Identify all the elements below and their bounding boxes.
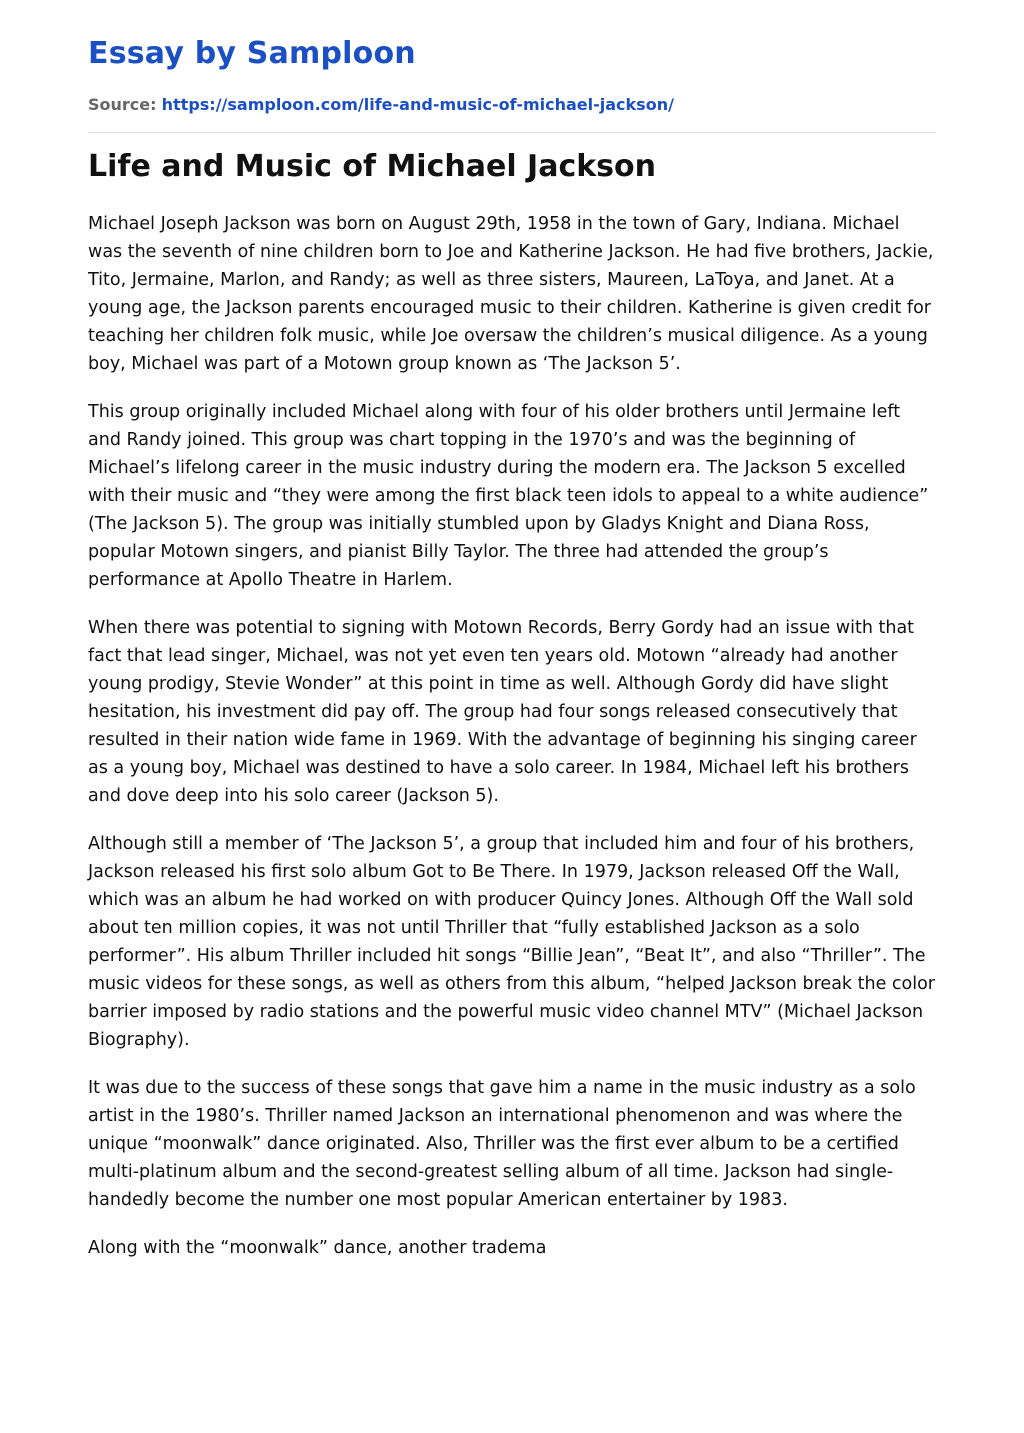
source-line: [88, 95, 936, 114]
site-brand-title: Essay by Samploon: [88, 36, 416, 71]
essay-paragraph: When there was potential to signing with Motown Records, Berry Gordy had an issue with that fact that lead singer, Michael, was not yet even ten years old. Motown “already had another young prodigy, Stevie Wonder” at this point in time as well. Although Gordy did have slight hesitation, his investment did pay off. The group had four songs released consecutively that resulted in their nation wide fame in 1969. With the advantage of beginning his singing career as a young boy, Michael was destined to have a solo career. In 1984, Michael left his brothers and dove deep into his solo career (Jackson 5).: [88, 618, 917, 806]
essay-title: Life and Music of Michael Jackson: [88, 149, 657, 184]
essay-paragraph: This group originally included Michael along with four of his older brothers until Jermaine left and Randy joined. This group was chart topping in the 1970’s and was the beginning of Michael’s lifelong career in the music industry during the modern era. The Jackson 5 excelled with their music and “they were among the first black teen idols to appeal to a white audience” (The Jackson 5). The group was initially stumbled upon by Gladys Knight and Diana Ross, popular Motown singers, and pianist Billy Taylor. The three had attended the group’s performance at Apollo Theatre in Harlem.: [88, 402, 929, 590]
essay-paragraph: Michael Joseph Jackson was born on August 29th, 1958 in the town of Gary, Indiana. Michael was the seventh of nine children born to Joe and Katherine Jackson. He had five brothers, Jackie, Tito, Jermaine, Marlon, and Randy; as well as three sisters, Maureen, LaToya, and Janet. At a young age, the Jackson parents encouraged music to their children. Katherine is given credit for teaching her children folk music, while Joe oversaw the children’s musical diligence. As a young boy, Michael was part of a Motown group known as ‘The Jackson 5’.: [88, 214, 934, 374]
essay-paragraph: It was due to the success of these songs that gave him a name in the music industry as a solo artist in the 1980’s. Thriller named Jackson an international phenomenon and was where the unique “moonwalk” dance originated. Also, Thriller was the first ever album to be a certified multi-platinum album and the second-greatest selling album of all time. Jackson had single-handedly become the number one most popular American entertainer by 1983.: [88, 1078, 916, 1210]
source-link[interactable]: https://samploon.com/life-and-music-of-michael-jackson/: [161, 95, 674, 114]
essay-paragraph: Although still a member of ‘The Jackson 5’, a group that included him and four of his brothers, Jackson released his first solo album Got to Be There. In 1979, Jackson released Off the Wall, which was an album he had worked on with producer Quincy Jones. Although Off the Wall sold about ten million copies, it was not until Thriller that “fully established Jackson as a solo performer”. His album Thriller included hit songs “Billie Jean”, “Beat It”, and also “Thriller”. The music videos for these songs, as well as others from this album, “helped Jackson break the color barrier imposed by radio stations and the powerful music video channel MTV” (Michael Jackson Biography).: [88, 834, 935, 1050]
essay-body: [88, 210, 936, 1262]
essay-paragraph-truncated: Along with the “moonwalk” dance, another tradema: [88, 1238, 547, 1258]
header-divider: [88, 132, 936, 133]
source-label: Source:: [88, 95, 157, 114]
